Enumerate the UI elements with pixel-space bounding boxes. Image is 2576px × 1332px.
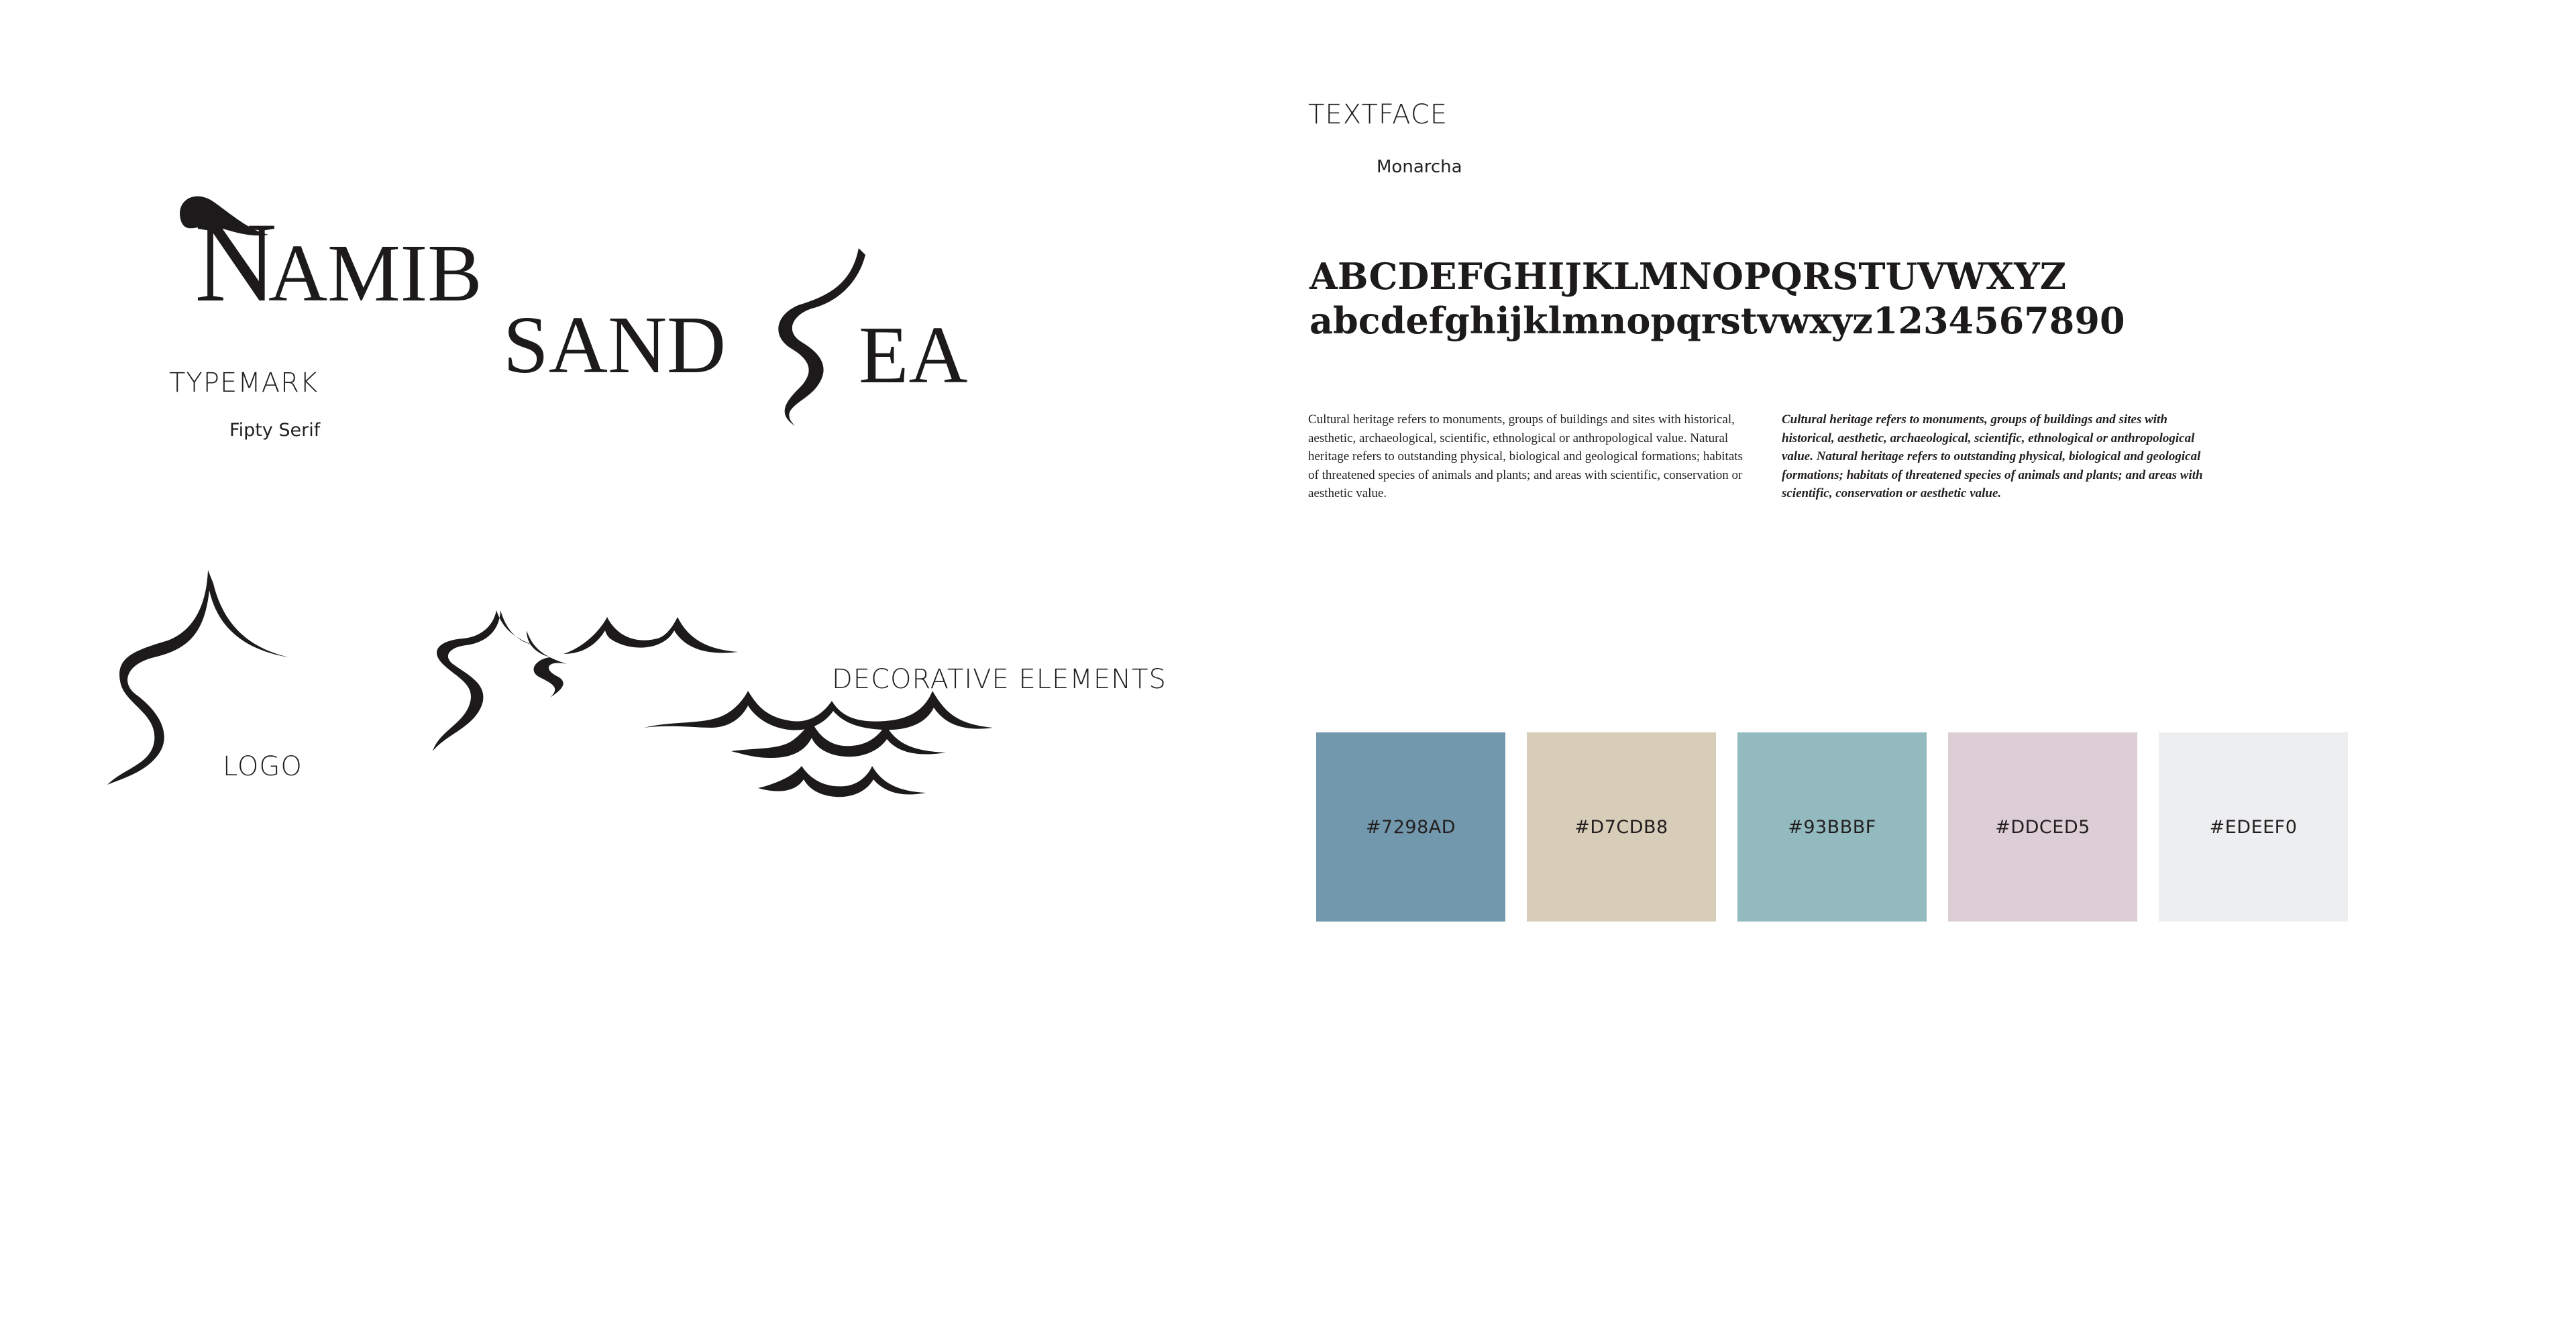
typemark-word-sand: SAND	[503, 300, 727, 390]
typemark-letter-n: N	[195, 199, 277, 325]
swatch-hex-label: #93BBBF	[1788, 816, 1876, 838]
decor-wave-lower-b-icon	[731, 721, 946, 758]
swatch-light-grey	[2159, 732, 2348, 922]
typemark-word-ea: EA	[859, 310, 968, 400]
decor-wave-swirl-icon	[527, 630, 567, 698]
sample-paragraph-italic: Cultural heritage refers to monuments, groups of buildings and sites with historical, aesthetic, archaeological, scientific, ethnological or anthropological value. Natural heritage refers to outstanding physical, biological and geological formations; habitats of threatened species of animals and plants; and areas with scientific, conservation or aesthetic value.	[1782, 412, 2203, 500]
decor-wave-left-icon	[433, 610, 533, 751]
decor-wave-upper-icon	[564, 617, 738, 654]
typemark-font-name: Fipty Serif	[229, 420, 321, 441]
typemark-section-label: TYPEMARK	[169, 368, 319, 398]
decor-wave-lower-c-icon	[758, 766, 926, 797]
textface-section-label: TEXTFACE	[1308, 99, 1448, 130]
swatch-pink	[1948, 732, 2137, 922]
textface-font-name: Monarcha	[1377, 157, 1462, 177]
alphabet-lowercase-digits: abcdefghijklmnopqrstvwxyz1234567890	[1309, 299, 2125, 342]
typemark-word-amib: AMIB	[268, 228, 482, 319]
swatch-hex-label: #D7CDB8	[1574, 816, 1668, 838]
sea-s-roof-icon	[778, 248, 865, 426]
swatch-sand	[1527, 732, 1716, 922]
decorative-elements	[416, 590, 993, 845]
logo-section-label: LOGO	[223, 751, 303, 782]
alphabet-uppercase: ABCDEFGHIJKLMNOPQRSTUVWXYZ	[1309, 255, 2067, 298]
decorative-section-label: DECORATIVE ELEMENTS	[832, 664, 1167, 695]
swatch-hex-label: #DDCED5	[1995, 816, 2090, 838]
swatch-teal	[1737, 732, 1927, 922]
typemark-wordmark	[168, 188, 986, 456]
decor-wave-lower-a-icon	[644, 691, 993, 730]
sample-paragraph-regular: Cultural heritage refers to monuments, groups of buildings and sites with historical, aesthetic, archaeological, scientific, ethnological or anthropological value. Natural heritage refers to outstanding physical, biological and geological formations; habitats of threatened species of animals and plants; and areas with scientific, conservation or aesthetic value.	[1308, 412, 1743, 500]
swatch-hex-label: #7298AD	[1365, 816, 1456, 838]
swatch-blue	[1316, 732, 1505, 922]
swatch-hex-label: #EDEEF0	[2209, 816, 2298, 838]
